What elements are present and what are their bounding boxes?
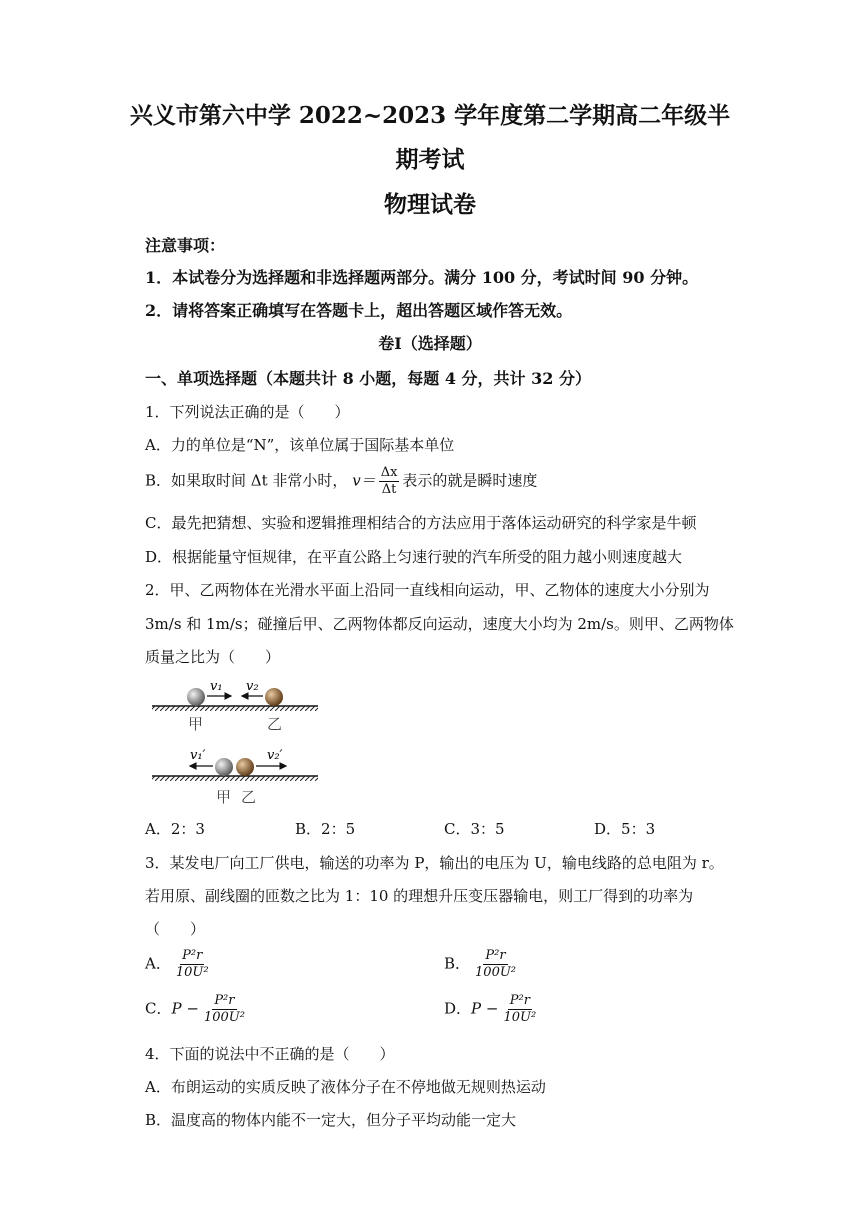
fraction-denominator: Δt <box>381 482 397 497</box>
fraction-numerator: Δx <box>380 465 398 480</box>
volume-title: 卷Ⅰ（选择题） <box>378 334 482 353</box>
q3-option-b <box>444 948 521 981</box>
q3-c-fraction <box>202 993 247 1026</box>
collision-figure <box>150 676 322 810</box>
q3-option-c-pre: P − <box>171 999 199 1018</box>
q3-option-c-label: C． <box>145 999 172 1018</box>
q2-stem-line2: 3m/s 和 1m/s；碰撞后甲、乙两物体都反向运动，速度大小均为 2m/s。则甲、乙两物体 <box>145 615 734 633</box>
q3-d-fraction <box>501 993 538 1026</box>
notice-item-2: 2．请将答案正确填写在答题卡上，超出答题区域作答无效。 <box>145 301 573 320</box>
fraction-denominator: 10U² <box>175 965 209 980</box>
q3-option-a <box>145 948 214 981</box>
q3-stem-line1: 3．某发电厂向工厂供电，输送的功率为 P，输出的电压为 U，输电线路的总电阻为 r。 <box>145 854 724 872</box>
q1-option-b-post: 表示的就是瞬时速度 <box>402 471 538 490</box>
exam-title-line2: 期考试 <box>395 146 465 173</box>
q3-option-d <box>444 993 541 1026</box>
q2-option-b: B．2：5 <box>295 820 356 838</box>
q4-option-b: B．温度高的物体内能不一定大，但分子平均动能一定大 <box>145 1111 517 1129</box>
fraction-numerator: P²r <box>509 993 530 1008</box>
exam-subtitle: 物理试卷 <box>384 191 476 218</box>
label-v1-prime: v₁′ <box>190 748 206 763</box>
q1-velocity-fraction <box>379 465 400 498</box>
q3-stem-line3: （ ） <box>145 920 206 938</box>
label-jia-after: 甲 <box>216 788 232 806</box>
q1-option-c: C．最先把猜想、实验和逻辑推理相结合的方法应用于落体运动研究的科学家是牛顿 <box>145 514 697 532</box>
q3-option-b-label: B． <box>444 954 471 973</box>
q1-option-d: D．根据能量守恒规律，在平直公路上匀速行驶的汽车所受的阻力越小则速度越大 <box>145 548 683 566</box>
q2-stem-line3: 质量之比为（ ） <box>145 648 281 666</box>
q3-option-a-label: A． <box>145 954 171 973</box>
label-yi-after: 乙 <box>241 788 257 806</box>
q3-b-fraction <box>473 948 518 981</box>
q3-option-d-label: D． <box>444 999 472 1018</box>
exam-title-line1: 兴义市第六中学 2022~2023 学年度第二学期高二年级半 <box>129 102 731 129</box>
fraction-denominator: 100U² <box>203 1010 245 1025</box>
ball-yi-after <box>236 758 254 776</box>
q1-option-b <box>145 465 537 498</box>
q1-stem: 1．下列说法正确的是（ ） <box>145 403 350 421</box>
q3-stem-line2: 若用原、副线圈的匝数之比为 1：10 的理想升压变压器输电，则工厂得到的功率为 <box>145 887 694 905</box>
q4-option-a: A．布朗运动的实质反映了液体分子在不停地做无规则热运动 <box>145 1078 546 1096</box>
fraction-numerator: P²r <box>214 993 235 1008</box>
label-jia-before: 甲 <box>188 715 204 733</box>
q2-option-c: C．3：5 <box>444 820 505 838</box>
q2-option-a: A．2：3 <box>145 820 205 838</box>
ground-before <box>152 706 318 711</box>
fraction-denominator: 10U² <box>503 1010 537 1025</box>
q2-option-d: D．5：3 <box>594 820 656 838</box>
q3-option-c <box>145 993 250 1026</box>
q1-option-b-var: v＝ <box>352 471 376 490</box>
label-yi-before: 乙 <box>267 715 283 733</box>
q3-option-d-pre: P − <box>471 999 499 1018</box>
q3-a-fraction <box>174 948 211 981</box>
q4-stem: 4．下面的说法中不正确的是（ ） <box>145 1045 395 1063</box>
notice-item-1: 1．本试卷分为选择题和非选择题两部分。满分 100 分，考试时间 90 分钟。 <box>145 268 699 287</box>
ball-jia-before <box>187 688 205 706</box>
label-v1: v₁ <box>210 679 223 694</box>
fraction-denominator: 100U² <box>475 965 517 980</box>
q1-option-b-pre: B．如果取时间 Δt 非常小时， <box>145 471 348 490</box>
part-title: 一、单项选择题（本题共计 8 小题，每题 4 分，共计 32 分） <box>145 369 591 388</box>
ball-yi-before <box>265 688 283 706</box>
notice-heading: 注意事项： <box>145 236 226 255</box>
fraction-numerator: P²r <box>485 948 506 963</box>
ball-jia-after <box>215 758 233 776</box>
fraction-numerator: P²r <box>182 948 203 963</box>
q1-option-a: A．力的单位是“N”，该单位属于国际基本单位 <box>145 436 455 454</box>
label-v2: v₂ <box>246 679 259 694</box>
label-v2-prime: v₂′ <box>267 748 283 763</box>
ground-after <box>152 776 318 781</box>
q2-stem-line1: 2．甲、乙两物体在光滑水平面上沿同一直线相向运动，甲、乙物体的速度大小分别为 <box>145 581 710 599</box>
